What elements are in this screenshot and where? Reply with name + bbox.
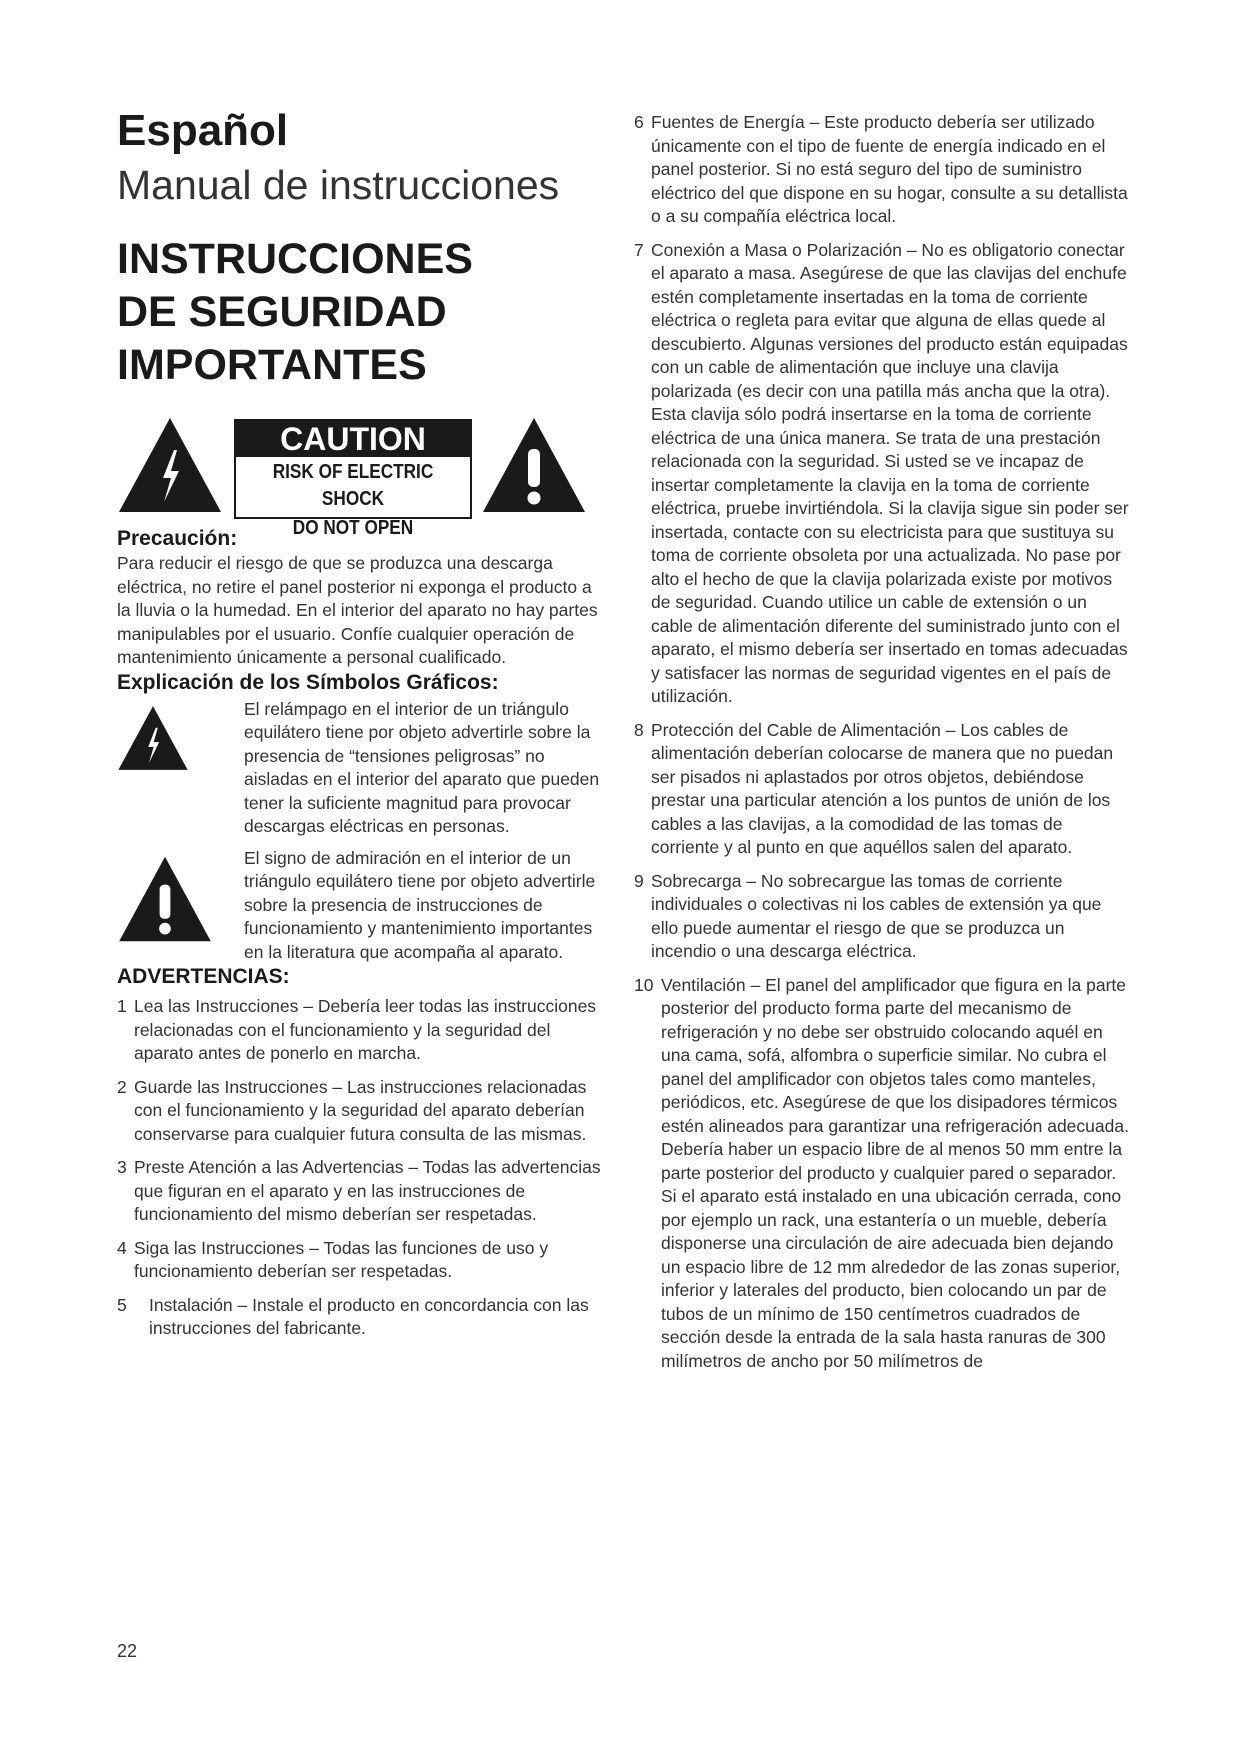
exclamation-symbol-text: El signo de admiración en el interior de un triángulo equilátero tiene por objeto advertirle sobre la presencia de instrucciones de funcionamiento y mantenimiento importantes en la literatura que acompaña al aparato.	[244, 847, 596, 962]
warning-text: Guarde las Instrucciones – Las instrucciones relacionadas con el funcionamiento y la seguridad del aparato deberían conservarse para cualquier futura consulta de las mismas.	[134, 1076, 587, 1144]
warning-item	[634, 719, 1132, 860]
warning-text: Preste Atención a las Advertencias – Todas las advertencias que figuran en el aparato y en las instrucciones de funcionamiento del mismo deberían ser respetadas.	[134, 1157, 601, 1224]
warning-number: 1	[117, 996, 127, 1016]
warning-text: Protección del Cable de Alimentación – Los cables de alimentación deberían colocarse de manera que no puedan ser pisados ni aplastados por otros objetos, debiéndose prestar una particular atención a los puntos de unión de los cables a las clavijas, a la comodidad de las tomas de corriente y al punto en que aquéllos salen del aparato.	[651, 719, 1114, 857]
warning-text: Instalación – Instale el producto en concordancia con las instrucciones del fabricante.	[149, 1294, 589, 1338]
safety-title-line: INSTRUCCIONES	[117, 235, 473, 283]
warning-item	[117, 1294, 609, 1341]
warning-number: 3	[117, 1157, 127, 1177]
safety-title-line: DE SEGURIDAD	[117, 288, 447, 336]
left-column	[117, 105, 609, 1341]
warning-text: Lea las Instrucciones – Debería leer todas las instrucciones relacionadas con el funcionamiento y la seguridad del aparato antes de ponerlo en marcha.	[134, 996, 597, 1063]
symbols-heading: Explicación de los Símbolos Gráficos:	[117, 670, 499, 694]
precaution-heading: Precaución:	[117, 527, 238, 550]
caution-line-1: RISK OF ELECTRIC SHOCK	[272, 461, 434, 510]
warning-item	[634, 239, 1132, 709]
warning-number: 9	[634, 870, 644, 891]
warning-item	[634, 974, 1132, 1374]
warning-item	[634, 870, 1132, 964]
warning-item	[117, 1237, 609, 1284]
warning-item	[117, 1156, 609, 1227]
page-number: 22	[117, 1641, 138, 1661]
warning-number: 10	[634, 974, 654, 995]
warning-text: Ventilación – El panel del amplificador que figura en la parte posterior del producto forma parte del mecanismo de refrigeración y no debe ser obstruido colocando aquél en una cama, sofá, alfombra o superficie similar. No cubra el panel del amplificador con objetos tales como manteles, periódicos, etc. Asegúrese de que los disipadores térmicos estén alineados para garantizar una refrigeración adecuada. Debería haber un espacio libre de al menos 50 mm entre la parte posterior del producto y cualquier pared o separador. Si el aparato está instalado en una ubicación cerrada, cono por ejemplo un rack, una estantería o un mueble, debería disponerse una circulación de aire adecuada bien dejando un espacio libre de 12 mm alrededor de las zonas superior, inferior y laterales del producto, bien colocando un par de tubos de un mínimo de 150 centímetros cuadrados de sección desde la entrada de la sala hasta ranuras de 300 milímetros de ancho por 50 milímetros de	[661, 974, 1129, 1371]
language-heading: Español	[117, 106, 289, 155]
warning-item	[634, 111, 1132, 229]
warning-number: 7	[634, 239, 644, 260]
manual-title: Manual de instrucciones	[117, 162, 560, 208]
warning-text: Conexión a Masa o Polarización – No es obligatorio conectar el aparato a masa. Asegúrese de que las clavijas del enchufe estén completamente insertadas en la toma de corriente eléctrica o regleta para evitar que alguna de ellas quede al descubierto. Algunas versiones del producto están equipadas con un cable de alimentación que incluye una clavija polarizada (es decir con una patilla más ancha que la otra). Esta clavija sólo podrá insertarse en la toma de corriente eléctrica de una única manera. Se trata de una prestación relacionada con la seguridad. Si usted se ve incapaz de insertar completamente la clavija en la toma de corriente eléctrica, pruebe invirtiéndola. Si la clavija sigue sin poder ser insertada, contacte con su electricista para que sustituya su toma de corriente obsoleta por una actualizada. No pase por alto el hecho de que la clavija polarizada existe por motivos de seguridad. Cuando utilice un cable de extensión o un cable de alimentación diferente del suministrado junto con el aparato, el mismo debería ser insertado en tomas adecuadas y satisfacer las normas de seguridad vigentes en el país de utilización.	[651, 239, 1129, 706]
warning-number: 6	[634, 112, 644, 132]
warnings-heading: ADVERTENCIAS:	[117, 965, 290, 988]
caution-label	[234, 419, 472, 539]
exclamation-symbol-explanation	[117, 847, 609, 965]
warning-item	[117, 995, 609, 1066]
caution-line-2: DO NOT OPEN	[292, 517, 414, 539]
exclamation-triangle-icon	[117, 855, 213, 943]
exclamation-triangle-icon	[481, 416, 587, 514]
caution-title: CAUTION	[236, 421, 470, 457]
lightning-symbol-text: El relámpago en el interior de un triángulo equilátero tiene por objeto advertirle sobre la presencia de “tensiones peligrosas” no aisladas en el interior del aparato que pueden tener la suficiente magnitud para provocar descargas eléctricas en personas.	[244, 698, 600, 836]
lightning-symbol-explanation	[117, 698, 609, 839]
precaution-text: Para reducir el riesgo de que se produzca una descarga eléctrica, no retire el panel posterior ni exponga el producto a la lluvia o la humedad. En el interior del aparato no hay partes manipulables por el usuario. Confíe cualquier operación de mantenimiento únicamente a personal cualificado.	[117, 553, 598, 667]
safety-title-line: IMPORTANTES	[117, 341, 427, 389]
warning-item	[117, 1076, 609, 1147]
warning-text: Fuentes de Energía – Este producto debería ser utilizado únicamente con el tipo de fuente de energía indicado en el panel posterior. Si no está seguro del tipo de suministro eléctrico del que dispone en su hogar, consulte a su detallista o a su compañía eléctrica local.	[651, 112, 1128, 226]
warning-text: Siga las Instrucciones – Todas las funciones de uso y funcionamiento deberían ser respetadas.	[134, 1237, 549, 1281]
safety-title	[117, 233, 609, 392]
lightning-triangle-icon	[117, 416, 223, 514]
lightning-triangle-icon	[117, 704, 189, 772]
warning-number: 2	[117, 1076, 127, 1097]
warning-number: 4	[117, 1237, 127, 1258]
warning-number: 5	[117, 1294, 127, 1315]
right-column	[634, 111, 1132, 1373]
warning-text: Sobrecarga – No sobrecargue las tomas de corriente individuales o colectivas ni los cables de extensión ya que ello puede aumentar el riesgo de que se produzca un incendio o una descarga eléctrica.	[651, 870, 1102, 961]
warning-number: 8	[634, 719, 644, 740]
